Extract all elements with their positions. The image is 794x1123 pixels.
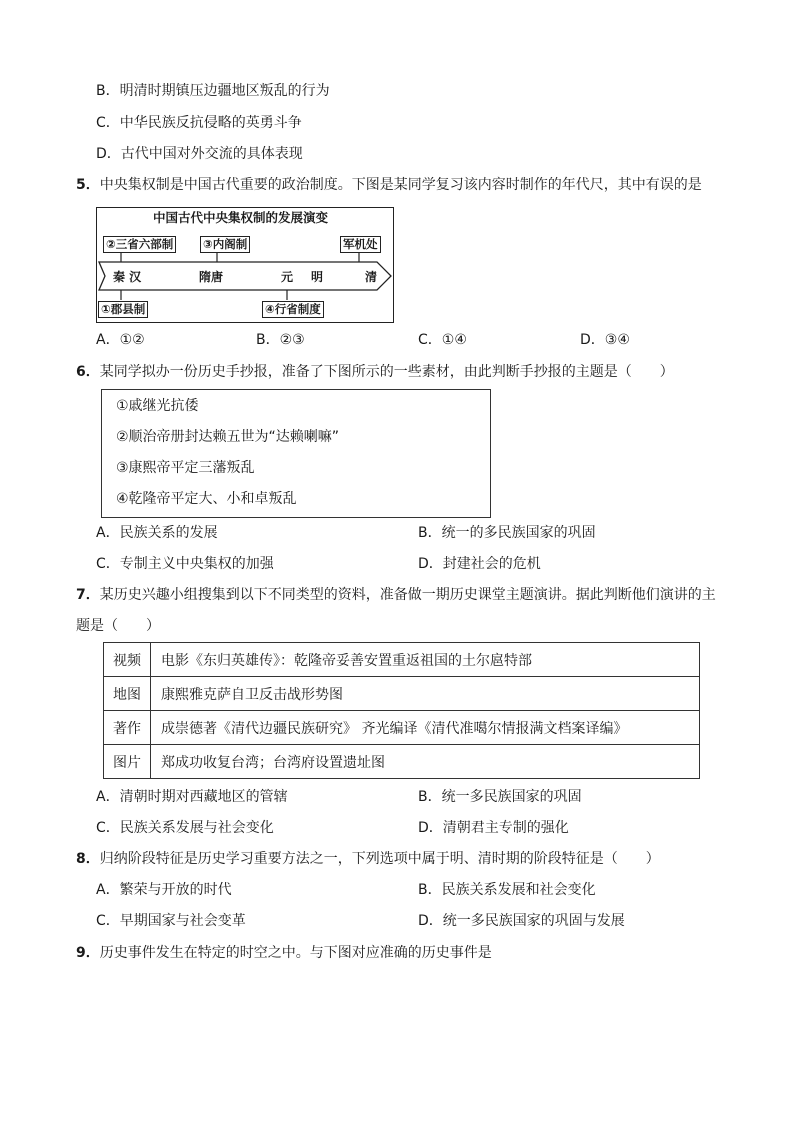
q6-option-a[interactable]: A．民族关系的发展 [96, 525, 218, 541]
question-8 [76, 850, 660, 868]
era-qin-han: 秦 汉 [113, 270, 142, 284]
era-yuan: 元 [281, 270, 294, 284]
prev-option-b: B．明清时期镇压边疆地区叛乱的行为 [96, 83, 330, 99]
q8-option-b[interactable]: B．民族关系发展和社会变化 [418, 882, 596, 898]
timeline-box-junxian: ①郡县制 [98, 301, 148, 318]
q8-option-c[interactable]: C．早期国家与社会变革 [96, 913, 246, 929]
table-cell-type: 图片 [104, 745, 151, 779]
q5-option-a[interactable]: A．①② [96, 332, 145, 348]
question-stem: 某同学拟办一份历史手抄报，准备了下图所示的一些素材，由此判断手抄报的主题是（ ） [99, 364, 674, 380]
question-number: 8． [76, 851, 100, 867]
prev-option-c: C．中华民族反抗侵略的英勇斗争 [96, 115, 302, 131]
table-cell-type: 视频 [104, 643, 151, 677]
table-row [104, 745, 700, 779]
q6-item-2: ②顺治帝册封达赖五世为“达赖喇嘛” [116, 429, 340, 445]
prev-option-d: D．古代中国对外交流的具体表现 [96, 146, 303, 162]
table-cell-type: 著作 [104, 711, 151, 745]
table-cell-type: 地图 [104, 677, 151, 711]
q7-material-table [103, 642, 700, 779]
question-number: 9． [76, 945, 100, 961]
era-sui-tang: 隋唐 [199, 270, 224, 284]
table-cell-content: 电影《东归英雄传》：乾隆帝妥善安置重返祖国的土尔扈特部 [151, 643, 700, 677]
table-row [104, 677, 700, 711]
q8-option-d[interactable]: D．统一多民族国家的巩固与发展 [418, 913, 625, 929]
q7-option-c[interactable]: C．民族关系发展与社会变化 [96, 820, 274, 836]
q6-option-b[interactable]: B．统一的多民族国家的巩固 [418, 525, 596, 541]
q6-option-d[interactable]: D．封建社会的危机 [418, 556, 541, 572]
q7-option-d[interactable]: D．清朝君主专制的强化 [418, 820, 569, 836]
q6-item-3: ③康熙帝平定三藩叛乱 [116, 460, 255, 476]
era-qing: 清 [365, 270, 378, 284]
table-row [104, 643, 700, 677]
timeline-box-xingsheng: ④行省制度 [262, 301, 324, 318]
table-row [104, 711, 700, 745]
timeline-box-neige: ③内阁制 [200, 236, 250, 253]
question-stem-line2: 题是（ ） [76, 618, 160, 634]
question-6 [76, 363, 674, 381]
q5-option-c[interactable]: C．①④ [418, 332, 467, 348]
question-stem-line1: 某历史兴趣小组搜集到以下不同类型的资料，准备做一期历史课堂主题演讲。据此判断他们演讲的主 [99, 587, 716, 603]
question-5 [76, 176, 702, 194]
q6-item-4: ④乾隆帝平定大、小和卓叛乱 [116, 491, 297, 507]
q5-option-b[interactable]: B．②③ [256, 332, 305, 348]
table-cell-content: 成崇德著《清代边疆民族研究》 齐光编译《清代准噶尔情报满文档案译编》 [151, 711, 700, 745]
question-number: 5． [76, 177, 100, 193]
question-7 [76, 586, 716, 604]
timeline-box-junjichu: 军机处 [340, 236, 381, 253]
timeline-figure [96, 207, 394, 323]
question-stem: 中央集权制是中国古代重要的政治制度。下图是某同学复习该内容时制作的年代尺，其中有误的是 [99, 177, 702, 193]
question-9 [76, 944, 492, 962]
era-ming: 明 [311, 270, 324, 284]
timeline-box-sansheng: ②三省六部制 [103, 236, 176, 253]
timeline-title: 中国古代中央集权制的发展演变 [153, 210, 329, 225]
table-cell-content: 郑成功收复台湾；台湾府设置遗址图 [151, 745, 700, 779]
question-number: 6． [76, 364, 100, 380]
q6-option-c[interactable]: C．专制主义中央集权的加强 [96, 556, 274, 572]
q7-option-b[interactable]: B．统一多民族国家的巩固 [418, 789, 582, 805]
question-stem: 归纳阶段特征是历史学习重要方法之一，下列选项中属于明、清时期的阶段特征是（ ） [99, 851, 660, 867]
question-stem: 历史事件发生在特定的时空之中。与下图对应准确的历史事件是 [99, 945, 492, 961]
q7-option-a[interactable]: A．清朝时期对西藏地区的管辖 [96, 789, 288, 805]
question-number: 7． [76, 587, 100, 603]
q6-item-1: ①戚继光抗倭 [116, 398, 199, 414]
table-cell-content: 康熙雅克萨自卫反击战形势图 [151, 677, 700, 711]
q8-option-a[interactable]: A．繁荣与开放的时代 [96, 882, 232, 898]
q5-option-d[interactable]: D．③④ [580, 332, 630, 348]
q6-material-box [101, 389, 491, 518]
